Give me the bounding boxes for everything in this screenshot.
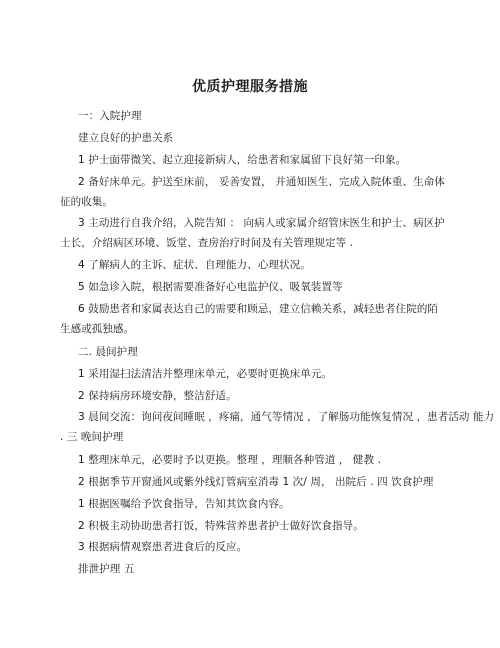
paragraph-line: 1 根据医嘱给予饮食指导，告知其饮食内容。	[78, 498, 290, 510]
section-heading-excretion: 排泄护理 五	[78, 563, 135, 575]
paragraph-line: 4 了解病人的主诉、症状、自理能力、心理状况。	[78, 259, 311, 271]
paragraph-line-continued: 士长，介绍病区环境、饭堂、查房治疗时间及有关管理规定等 .	[60, 237, 354, 249]
paragraph-line: 2 保持病房环境安静，整洁舒适。	[78, 390, 237, 402]
paragraph-line: 1 护士面带微笑、起立迎接新病人，给患者和家属留下良好第一印象。	[78, 154, 407, 166]
paragraph-line: 2 根据季节开窗通风或紫外线灯管病室消毒 1 次/ 周， 出院后 . 四 饮食护理	[78, 476, 434, 488]
paragraph-line: 6 鼓励患者和家属表达自己的需要和顾忌，建立信赖关系，减轻患者住院的陌	[78, 303, 439, 315]
section-heading-evening: . 三 晚间护理	[60, 431, 124, 443]
paragraph-line: 2 备好床单元。护送至床前， 妥善安置， 并通知医生、完成入院体重、生命体	[78, 176, 445, 188]
paragraph-line: 1 采用湿扫法清洁并整理床单元，必要时更换床单元。	[78, 368, 333, 380]
section-heading-morning: 二. 晨间护理	[78, 346, 138, 358]
paragraph-line: 2 积极主动协助患者打饭，特殊营养患者护士做好饮食指导。	[78, 520, 364, 532]
paragraph-line: 3 主动进行自我介绍，入院告知 ： 向病人或家属介绍管床医生和护士、病区护	[78, 217, 445, 229]
section-heading-admission: 一：入院护理	[78, 110, 142, 122]
paragraph-line: 5 如急诊入院，根据需要准备好心电监护仪、吸氧装置等	[78, 281, 343, 293]
paragraph-line: 1 整理床单元，必要时予以更换。整理 ，理顺各种管道 ， 健教 .	[78, 454, 382, 466]
document-title: 优质护理服务措施	[192, 79, 308, 95]
paragraph-line: 3 晨间交流：询问夜间睡眠 ，疼痛，通气等情况 ，了解肠功能恢复情况 ，患者活动 能力	[78, 411, 495, 423]
paragraph-line-continued: 生感或孤独感。	[60, 323, 135, 335]
paragraph-line-continued: 征的收集。	[60, 196, 113, 208]
paragraph-line: 3 根据病情观察患者进食后的反应。	[78, 541, 248, 553]
subheading-relationship: 建立良好的护患关系	[78, 132, 174, 144]
